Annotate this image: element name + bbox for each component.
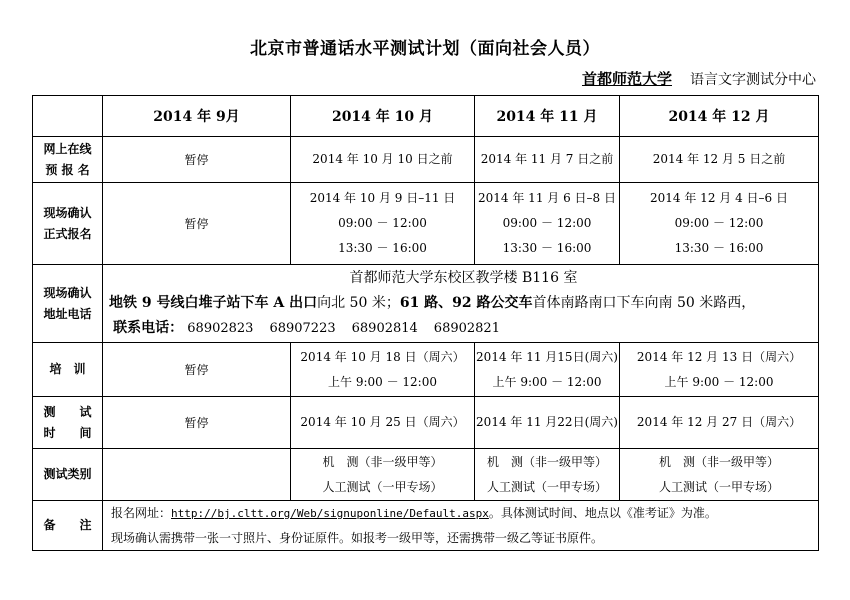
test-label [33,397,103,449]
month-oct: 2014 年 10 月 [291,96,475,137]
phone-number: 68902821 [433,321,500,336]
online-label-l2: 预 报 名 [45,162,90,177]
training-nov [475,343,620,397]
confirm-oct-date: 2014 年 10 月 9 日–11 日 [309,191,456,205]
training-dec-date: 2014 年 12 月 13 日（周六） [636,349,802,364]
address-label-l1: 现场确认 [43,285,92,300]
online-label-l1: 网上在线 [43,141,92,156]
address-bus: 61 路、92 路公交车 [399,295,533,311]
training-nov-time: 上午 9:00 － 12:00 [492,374,602,389]
confirm-dec-date: 2014 年 12 月 4 日–6 日 [650,191,788,205]
signup-link[interactable]: http://bj.cltt.org/Web/signuponline/Default.aspx [171,507,489,520]
category-oct-machine: 机 测（非一级甲等） [322,454,443,469]
category-nov-manual: 人工测试（一甲专场） [486,479,607,494]
center-name: 语言文字测试分中心 [690,72,816,88]
confirm-nov-pm: 13:30 － 16:00 [502,241,592,255]
phone-number: 68902814 [351,321,418,336]
confirm-label-l1: 现场确认 [43,205,92,220]
confirm-oct-pm: 13:30 － 16:00 [338,241,427,255]
training-nov-date: 2014 年 11 月15日(周六) [476,349,618,364]
confirm-row [33,183,819,265]
month-dec: 2014 年 12 月 [620,96,819,137]
address-cell [103,265,819,343]
category-oct-manual: 人工测试（一甲专场） [322,479,443,494]
address-subway: 地铁 9 号线白堆子站下车 A 出口 [109,295,318,311]
address-subway-dir: 向北 50 米； [317,295,400,311]
url-suffix: 。具体测试时间、地点以《准考证》为准。 [488,506,717,520]
training-row [33,343,819,397]
address-label-l2: 地址电话 [43,306,92,321]
training-sep: 暂停 [103,343,291,397]
category-oct [291,449,475,501]
test-sep: 暂停 [103,397,291,449]
category-dec [620,449,819,501]
address-bus-dir: 首体南路南口下车向南 50 米路西， [532,295,756,311]
training-dec-time: 上午 9:00 － 12:00 [664,374,774,389]
online-label [33,137,103,183]
online-nov: 2014 年 11 月 7 日之前 [475,137,620,183]
training-oct [291,343,475,397]
month-sep: 2014 年 9月 [103,96,291,137]
confirm-label-l2: 正式报名 [43,226,92,241]
category-dec-manual: 人工测试（一甲专场） [658,479,779,494]
confirm-nov-date: 2014 年 11 月 6 日–8 日 [478,191,616,205]
test-row [33,397,819,449]
online-row [33,137,819,183]
category-dec-machine: 机 测（非一级甲等） [658,454,779,469]
training-dec [620,343,819,397]
subheading [556,68,816,89]
phone-label: 联系电话： [113,320,184,336]
address-line2 [109,291,818,316]
test-label-l2: 时 间 [43,425,92,440]
address-label [33,265,103,343]
address-row [33,265,819,343]
confirm-oct-am: 09:00 － 12:00 [338,216,427,230]
confirm-nov-am: 09:00 － 12:00 [502,216,592,230]
test-nov: 2014 年 11 月22日(周六) [475,397,620,449]
confirm-nov [475,183,620,265]
phone-number: 68902823 [187,321,254,336]
training-oct-time: 上午 9:00 － 12:00 [328,374,437,389]
month-nov: 2014 年 11 月 [475,96,620,137]
header-row [33,96,819,137]
online-dec: 2014 年 12 月 5 日之前 [620,137,819,183]
page-title: 北京市普通话水平测试计划（面向社会人员） [250,39,600,59]
test-oct: 2014 年 10 月 25 日（周六） [291,397,475,449]
schedule-table [32,95,819,551]
training-oct-date: 2014 年 10 月 18 日（周六） [300,349,465,364]
address-phones [109,316,818,341]
confirm-dec [620,183,819,265]
remark-line2: 现场确认需携带一张一寸照片、身份证原件。如报考一级甲等，还需携带一级乙等证书原件。 [111,531,604,545]
confirm-dec-am: 09:00 － 12:00 [674,216,764,230]
category-nov-machine: 机 测（非一级甲等） [486,454,607,469]
test-dec: 2014 年 12 月 27 日（周六） [620,397,819,449]
test-label-l1: 测 试 [43,404,92,419]
org-name: 首都师范大学 [581,70,672,88]
category-nov [475,449,620,501]
confirm-oct [291,183,475,265]
confirm-sep: 暂停 [103,183,291,265]
remark-line1 [111,501,818,526]
remark-row [33,501,819,551]
remark-label: 备 注 [33,501,103,551]
online-sep: 暂停 [103,137,291,183]
phone-number: 68907223 [269,321,336,336]
training-label: 培 训 [33,343,103,397]
confirm-label [33,183,103,265]
remark-cell [103,501,819,551]
category-label: 测试类别 [33,449,103,501]
confirm-dec-pm: 13:30 － 16:00 [674,241,764,255]
category-sep [103,449,291,501]
address-line1: 首都师范大学东校区教学楼 B116 室 [349,270,578,286]
url-prefix: 报名网址： [111,506,172,520]
corner-cell [33,96,103,137]
category-row [33,449,819,501]
online-oct: 2014 年 10 月 10 日之前 [291,137,475,183]
